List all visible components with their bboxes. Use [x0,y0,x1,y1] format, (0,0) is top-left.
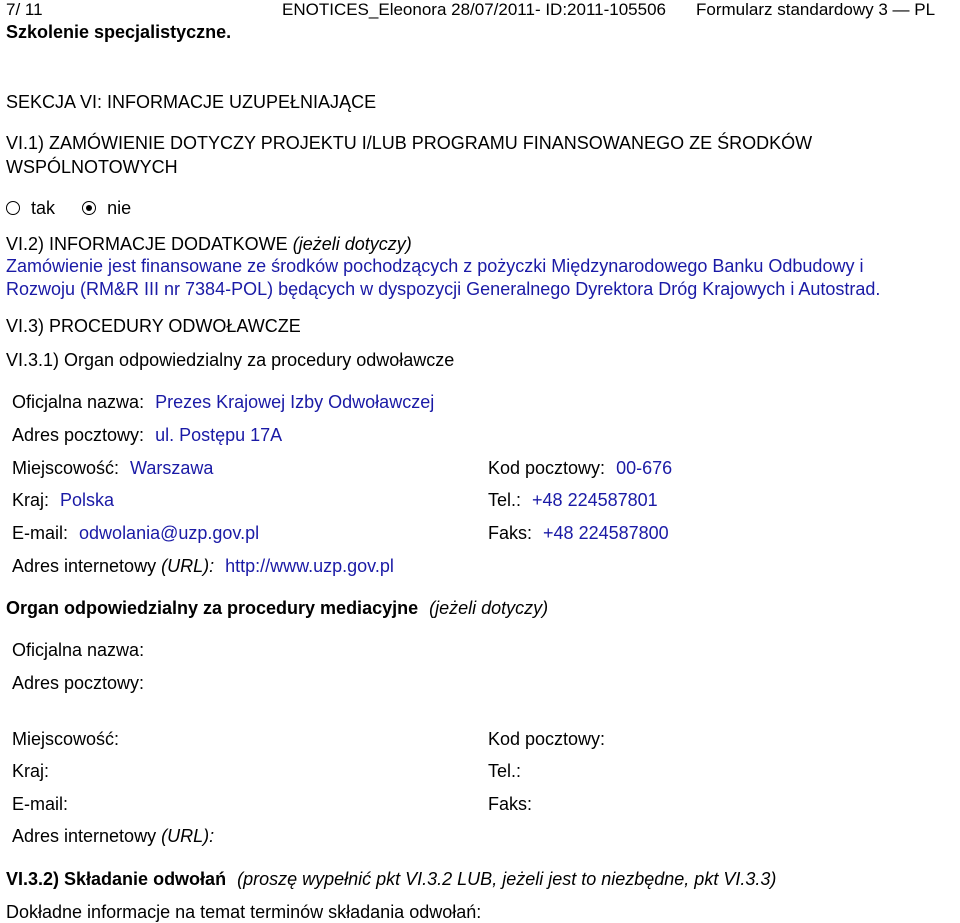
mediation-tel-label: Tel.: [488,761,522,781]
address-row [12,425,282,446]
email-label: E-mail: [12,523,69,543]
document-subtitle: Szkolenie specjalistyczne. [6,22,232,42]
vi32-heading-row [6,869,776,890]
url-row [12,556,394,577]
official-name-label: Oficjalna nazwa: [12,392,145,412]
city-value: Warszawa [130,458,214,478]
mediation-url-note: (URL): [161,826,215,846]
tel-row [488,490,658,511]
section-title: SEKCJA VI: INFORMACJE UZUPEŁNIAJĄCE [6,92,377,112]
fax-value: +48 224587800 [543,523,669,543]
city-label: Miejscowość: [12,458,120,478]
mediation-city-label: Miejscowość: [12,729,120,749]
radio-nie[interactable] [82,201,96,215]
fax-label: Faks: [488,523,533,543]
official-name-value: Prezes Krajowej Izby Odwoławczej [155,392,435,412]
address-label: Adres pocztowy: [12,425,145,445]
mediation-country-label: Kraj: [12,761,50,781]
mediation-note: (jeżeli dotyczy) [429,598,549,618]
vi3-heading: VI.3) PROCEDURY ODWOŁAWCZE [6,316,301,336]
address-value: ul. Postępu 17A [155,425,283,445]
vi32-detail: Dokładne informacje na temat terminów składania odwołań: [6,902,482,922]
url-note: (URL): [161,556,215,576]
mediation-url-row [12,826,214,847]
vi1-heading-line1: VI.1) ZAMÓWIENIE DOTYCZY PROJEKTU I/LUB PROGRAMU FINANSOWANEGO ZE ŚRODKÓW [6,133,813,153]
vi1-options [6,198,131,219]
vi2-text-line1: Zamówienie jest finansowane ze środków pochodzących z pożyczki Międzynarodowego Banku Odbudowy i [6,256,864,276]
mediation-fax-label: Faks: [488,794,533,814]
city-row [12,458,213,479]
official-name-row [12,392,434,413]
postal-value: 00-676 [616,458,673,478]
radio-nie-label: nie [107,198,132,218]
radio-tak-label: tak [31,198,56,218]
mediation-address-label: Adres pocztowy: [12,673,145,693]
vi32-heading: VI.3.2) Składanie odwołań [6,869,227,889]
country-row [12,490,114,511]
email-link[interactable]: odwolania@uzp.gov.pl [79,523,260,543]
mediation-official-name-label: Oficjalna nazwa: [12,640,145,660]
page-number: 7/ 11 [6,0,43,19]
postal-row [488,458,672,479]
vi2-heading-row [6,234,412,255]
mediation-postal-label: Kod pocztowy: [488,729,606,749]
email-row [12,523,259,544]
postal-label: Kod pocztowy: [488,458,606,478]
vi2-note: (jeżeli dotyczy) [292,234,412,254]
vi1-heading-line2: WSPÓLNOTOWYCH [6,157,178,177]
tel-label: Tel.: [488,490,522,510]
tel-value: +48 224587801 [532,490,658,510]
form-name: Formularz standardowy 3 — PL [696,0,936,19]
document-id: ENOTICES_Eleonora 28/07/2011- ID:2011-105506 [282,0,667,19]
country-label: Kraj: [12,490,50,510]
mediation-heading: Organ odpowiedzialny za procedury mediacyjne [6,598,419,618]
url-link[interactable]: http://www.uzp.gov.pl [225,556,394,576]
fax-row [488,523,669,544]
vi32-note: (proszę wypełnić pkt VI.3.2 LUB, jeżeli jest to niezbędne, pkt VI.3.3) [237,869,777,889]
country-value: Polska [60,490,115,510]
mediation-url-label: Adres internetowy [12,826,157,846]
mediation-email-label: E-mail: [12,794,69,814]
vi2-text-line2: Rozwoju (RM&R III nr 7384-POL) będących w dyspozycji Generalnego Dyrektora Dróg Krajowych i Autostrad. [6,279,881,299]
vi2-heading: VI.2) INFORMACJE DODATKOWE [6,234,288,254]
url-label: Adres internetowy [12,556,157,576]
vi31-heading: VI.3.1) Organ odpowiedzialny za procedury odwoławcze [6,350,455,370]
mediation-heading-row [6,598,548,619]
radio-tak[interactable] [6,201,20,215]
